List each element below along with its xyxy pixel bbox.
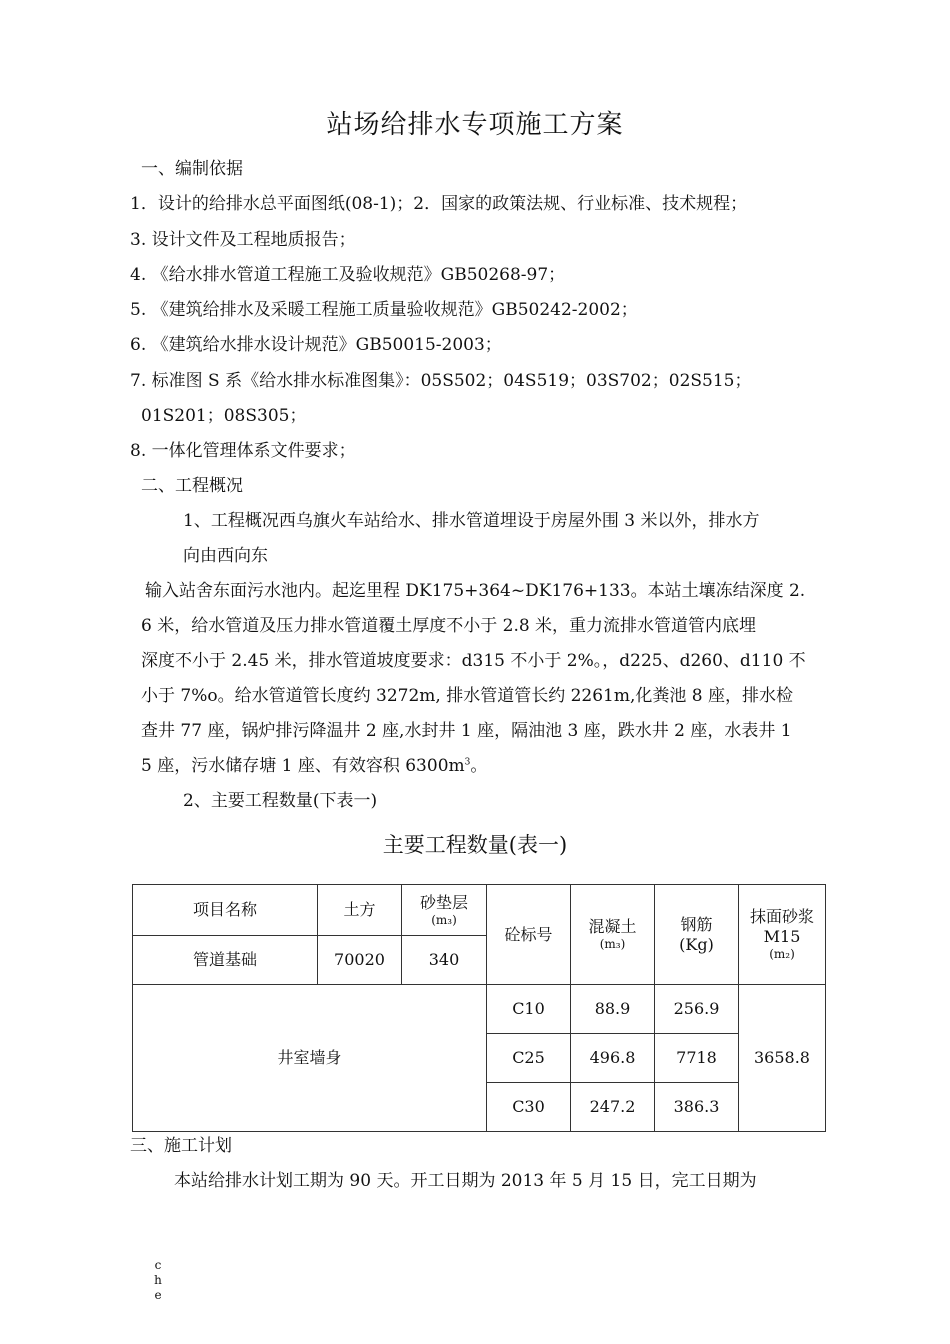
document-title: 站场给排水专项施工方案 — [326, 110, 624, 140]
overview-line-2: 向由西向东 — [183, 546, 268, 566]
header-sand-label: 砂垫层 — [419, 892, 468, 912]
basis-line-4: 4. 《给水排水管道工程施工及验收规范》GB50268-97； — [130, 265, 566, 285]
header-concrete-label: 混凝土 — [588, 917, 637, 936]
header-steel — [655, 885, 739, 985]
basis-line-6: 6. 《建筑给水排水设计规范》GB50015-2003； — [130, 335, 502, 355]
table-row — [133, 985, 826, 1034]
header-mortar-unit: (m₂) — [769, 947, 795, 961]
basis-line-8: 8. 一体化管理体系文件要求； — [130, 441, 356, 461]
row-name-well-wall: 井室墙身 — [133, 985, 487, 1132]
header-concrete — [571, 885, 655, 985]
section-heading-overview: 二、工程概况 — [141, 476, 243, 496]
grade-cell: C25 — [487, 1034, 571, 1083]
overview-line-8-text: 5 座，污水储存塘 1 座、有效容积 6300m — [141, 756, 465, 776]
grade-cell: C30 — [487, 1083, 571, 1132]
basis-line-1: 1．设计的给排水总平面图纸(08-1)；2．国家的政策法规、行业标准、技术规程； — [130, 194, 748, 214]
concrete-cell: 496.8 — [571, 1034, 655, 1083]
header-earth: 土方 — [318, 885, 402, 936]
quantities-table — [132, 884, 826, 1132]
line-end: 。 — [470, 756, 488, 776]
superscript: 3 — [464, 757, 471, 768]
overview-line-8 — [141, 751, 487, 776]
plan-line-1: 本站给排水计划工期为 90 天。开工日期为 2013 年 5 月 15 日，完工日期为 — [174, 1171, 757, 1191]
overview-line-7: 查井 77 座，锅炉排污降温井 2 座,水封井 1 座，隔油池 3 座，跌水井 2 座，水表井 1 — [141, 721, 792, 741]
table-header-row — [133, 885, 826, 936]
header-sand-unit: (m₃) — [431, 912, 457, 927]
overview-line-1: 1、工程概况西乌旗火车站给水、排水管道埋设于房屋外围 3 米以外，排水方 — [183, 511, 760, 531]
mortar-cell: 3658.8 — [739, 985, 826, 1132]
overview-line-6: 小于 7%o。给水管道管长度约 3272m, 排水管道管长约 2261m,化粪池 8 座，排水检 — [141, 686, 794, 706]
row-earth-value: 70020 — [318, 936, 402, 985]
steel-cell: 256.9 — [655, 985, 739, 1034]
basis-line-7-cont: 01S201；08S305； — [141, 406, 307, 426]
basis-line-3: 3. 设计文件及工程地质报告； — [130, 230, 356, 250]
grade-cell: C10 — [487, 985, 571, 1034]
overview-line-3: 输入站舍东面污水池内。起迄里程 DK175+364~DK176+133。本站土壤冻结深度 2. — [145, 581, 806, 601]
header-steel-unit: (Kg) — [679, 934, 714, 954]
table-title: 主要工程数量(表一) — [382, 833, 568, 857]
section-heading-basis: 一、编制依据 — [141, 159, 243, 179]
header-sand — [402, 885, 487, 936]
row-name-pipe-base: 管道基础 — [133, 936, 318, 985]
concrete-cell: 88.9 — [571, 985, 655, 1034]
header-concrete-unit: (m₃) — [599, 937, 626, 951]
header-item: 项目名称 — [133, 885, 318, 936]
header-grade: 砼标号 — [487, 885, 571, 985]
header-mortar — [739, 885, 826, 985]
header-mortar-label: 抹面砂浆 M15 — [749, 907, 814, 946]
basis-line-5: 5. 《建筑给排水及采暖工程施工质量验收规范》GB50242-2002； — [130, 300, 638, 320]
footer-text: che — [154, 1258, 162, 1302]
row-sand-value: 340 — [402, 936, 487, 985]
overview-line-4: 6 米，给水管道及压力排水管道覆土厚度不小于 2.8 米，重力流排水管道管内底埋 — [141, 616, 757, 636]
header-steel-label: 钢筋 — [680, 914, 713, 934]
steel-cell: 7718 — [655, 1034, 739, 1083]
section-heading-plan: 三、施工计划 — [130, 1136, 232, 1156]
concrete-cell: 247.2 — [571, 1083, 655, 1132]
basis-line-7: 7. 标准图 S 系《给水排水标准图集》：05S502；04S519；03S702；02S515； — [130, 371, 752, 391]
quantities-intro: 2、主要工程数量(下表一) — [183, 791, 378, 811]
steel-cell: 386.3 — [655, 1083, 739, 1132]
overview-line-5: 深度不小于 2.45 米，排水管道坡度要求：d315 不小于 2%。，d225、d260、d110 不 — [141, 651, 806, 671]
